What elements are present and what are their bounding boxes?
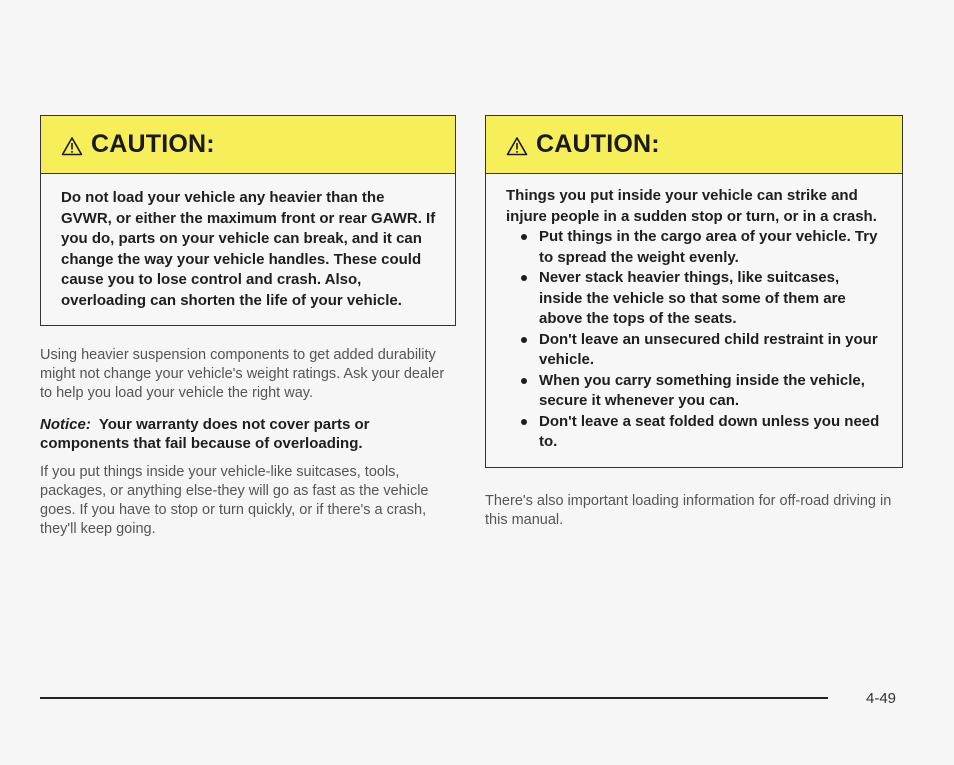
caution-title: CAUTION: [536, 130, 660, 158]
caution-box-cargo [485, 115, 903, 468]
caution-body: Do not load your vehicle any heavier than the GVWR, or either the maximum front or rear GAWR. If you do, parts on your vehicle can break, and it can change the way your vehicle handles. These could cause you to lose control and crash. Also, overloading can shorten the life of your vehicle. [61, 189, 436, 309]
bullet-icon [521, 419, 527, 425]
bullet-icon [521, 234, 527, 240]
paragraph-suspension: Using heavier suspension components to get added durability might not change your vehicle's weight ratings. Ask your dealer to help you load your vehicle the right way. [40, 347, 445, 401]
caution-intro: Things you put inside your vehicle can strike and injure people in a sudden stop or turn, or in a crash. [506, 187, 877, 225]
caution-body [486, 174, 902, 467]
list-item: Never stack heavier things, like suitcases, inside the vehicle so that some of them are above the tops of the seats. [518, 268, 884, 330]
caution-title: CAUTION: [91, 130, 215, 158]
notice-label: Notice: [40, 416, 91, 433]
caution-header [486, 116, 902, 174]
bullet-icon [521, 378, 527, 384]
page-number: 4-49 [866, 690, 897, 707]
right-column [485, 115, 903, 530]
notice-text: Your warranty does not cover parts or components that fail because of overloading. [40, 416, 370, 452]
list-item: Don't leave an unsecured child restraint in your vehicle. [518, 330, 884, 371]
list-item: Put things in the cargo area of your vehicle. Try to spread the weight evenly. [518, 227, 884, 268]
caution-box-overloading [40, 115, 456, 326]
footer-rule [40, 697, 828, 699]
paragraph-loose-items: If you put things inside your vehicle-like suitcases, tools, packages, or anything else-they will go as fast as the vehicle goes. If you have to stop or turn quickly, or if there's a crash, they'll keep going. [40, 464, 429, 537]
paragraph-off-road: There's also important loading information for off-road driving in this manual. [485, 492, 892, 528]
bullet-icon [521, 275, 527, 281]
caution-header [41, 116, 455, 174]
caution-bullet-list [506, 227, 884, 453]
warning-triangle-icon [61, 136, 83, 156]
list-item: When you carry something inside the vehicle, secure it whenever you can. [518, 371, 884, 412]
bullet-icon [521, 337, 527, 343]
notice [40, 415, 456, 453]
list-item: Don't leave a seat folded down unless you need to. [518, 412, 884, 453]
warning-triangle-icon [506, 136, 528, 156]
left-column [40, 115, 456, 539]
